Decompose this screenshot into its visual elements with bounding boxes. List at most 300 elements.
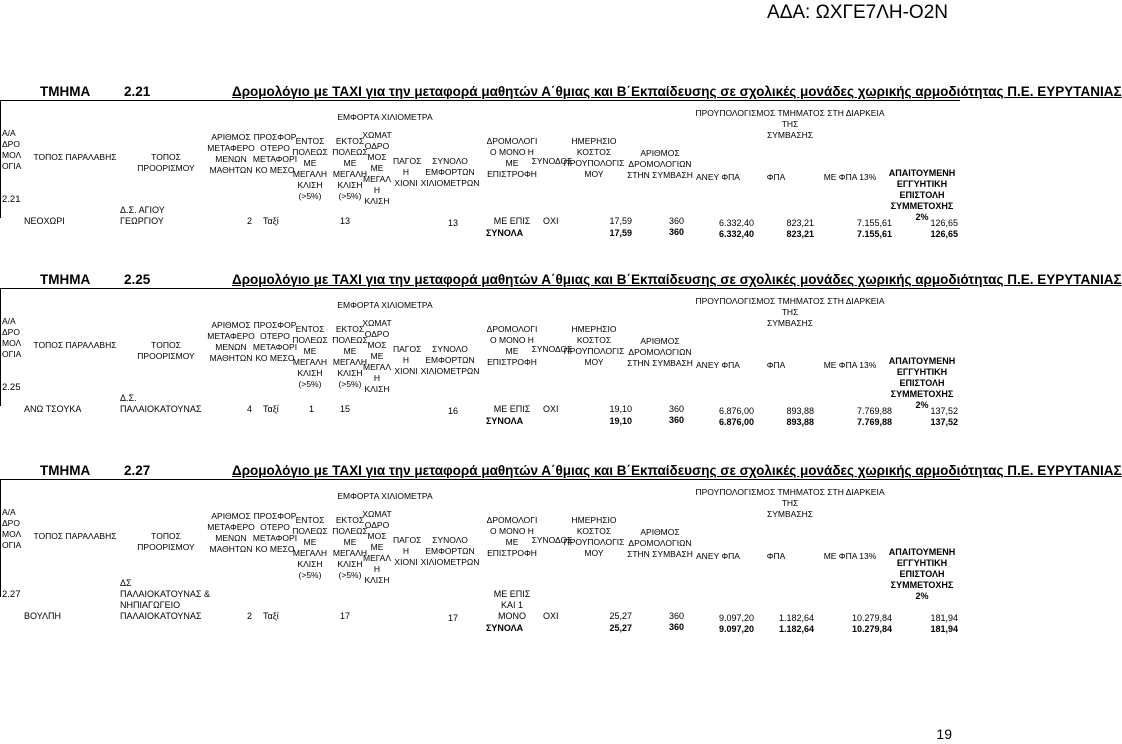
daily-cost-header-line: ΠΡΟΥΠΟΛΟΓΙΣ — [563, 158, 625, 168]
row-vehicle: Ταξί — [263, 611, 279, 621]
row-vehicle: Ταξί — [263, 404, 279, 414]
total-km-header-line: ΧΙΛΙΟΜΕΤΡΩΝ — [420, 178, 480, 188]
row-daily-cost: 25,27 — [609, 611, 632, 621]
aa-header-line: ΟΓΙΑ — [2, 349, 22, 359]
route-header-line: ΔΡΟΜΟΛΟΓΙ — [486, 136, 538, 146]
inside-header-line: ΕΝΤΟΣ — [295, 324, 325, 334]
row-aa: 2.25 — [2, 382, 21, 393]
route-header-line: ΔΡΟΜΟΛΟΓΙ — [486, 515, 538, 525]
row-dest-line: ΝΗΠΙΑΓΩΓΕΙΟ — [120, 600, 181, 610]
totals-with-vat: 7.155,61 — [856, 229, 892, 239]
row-dest-line: Δ.Σ. ΑΓΙΟΥ — [120, 205, 165, 215]
guarantee-header-line: 2% — [915, 212, 929, 222]
dirt-header — [361, 509, 393, 586]
total-km-header — [418, 344, 482, 377]
dest-header: ΤΟΠΟΣ ΠΡΟΟΡΙΣΜΟΥ — [137, 340, 195, 361]
route-header-line: ΕΠΙΣΤΡΟΦΗ — [487, 548, 537, 558]
totals-label: ΣΥΝΟΛΑ — [486, 416, 524, 426]
outside-header-line: ΜΕ — [343, 346, 357, 356]
row-guarantee: 137,52 — [930, 406, 958, 416]
dirt-header-line: ΜΟΣ — [367, 531, 387, 541]
section-description: Δρομολόγιο με ΤΑΧΙ για την μεταφορά μαθητών Α΄θμιας και Β΄Εκπαίδευσης σε σχολικές μονάδες χωρικής αρμοδιότητας Π.Ε. ΕΥΡΥΤΑΝΙΑΣ — [232, 272, 1122, 287]
dirt-header-line: ΧΩΜΑΤ — [362, 130, 392, 140]
escort-header: ΣΥΝΟΔΟΣ — [531, 535, 573, 545]
inside-header-line: ΕΝΤΟΣ — [295, 136, 325, 146]
section-label: ΤΜΗΜΑ — [40, 463, 91, 478]
totals-guarantee: 181,94 — [930, 624, 958, 634]
row-route-line: ΜΟΝΟ — [498, 611, 526, 621]
budget-header — [690, 296, 890, 329]
daily-cost-header-line: ΚΟΣΤΟΣ — [576, 526, 612, 536]
row-aa: 2.27 — [2, 589, 21, 600]
guarantee-header — [884, 356, 960, 411]
row-guarantee: 181,94 — [930, 613, 958, 623]
row-num-routes: 360 — [668, 404, 684, 414]
aa-header-line: ΔΡΟ — [2, 327, 20, 337]
row-no-vat: 6.332,40 — [718, 218, 754, 228]
row-total-km: 16 — [447, 406, 458, 416]
top-rule — [0, 288, 960, 289]
dirt-header-line: ΟΔΡΟ — [364, 141, 390, 151]
total-km-header-line: ΕΜΦΟΡΤΩΝ — [425, 355, 475, 365]
vehicle-header-line: ΚΟ ΜΕΣΟ — [255, 165, 295, 175]
dirt-header-line: ΚΛΙΣΗ — [364, 384, 390, 394]
aa-header-line: Α/Α — [2, 316, 16, 326]
dirt-header-line: ΚΛΙΣΗ — [364, 196, 390, 206]
outside-header-line: ΜΕΓΑΛΗ — [332, 548, 368, 558]
inside-header-line: ΜΕ — [303, 537, 317, 547]
dirt-header-line: ΜΟΣ — [367, 340, 387, 350]
students-header-line: ΜΑΘΗΤΩΝ — [209, 165, 253, 175]
ice-header-line: ΧΙΟΝΙ — [394, 366, 418, 376]
row-route — [484, 404, 540, 415]
section-number: 2.25 — [124, 272, 151, 287]
ice-header-line: ΠΑΓΟΣ — [393, 535, 422, 545]
row-students: 4 — [246, 404, 252, 414]
inside-header-line: (>5%) — [298, 191, 322, 201]
section-number: 2.27 — [124, 463, 151, 478]
route-header-line: ΕΠΙΣΤΡΟΦΗ — [487, 357, 537, 367]
dirt-header-line: ΜΕ — [370, 163, 384, 173]
with-vat-header: ΜΕ ΦΠΑ 13% — [823, 172, 877, 182]
dirt-header-line: ΧΩΜΑΤ — [362, 509, 392, 519]
budget-header-line: ΣΥΜΒΑΣΗΣ — [767, 318, 813, 328]
totals-with-vat: 7.769,88 — [856, 417, 892, 427]
dirt-header — [361, 318, 393, 395]
daily-cost-header-line: ΜΟΥ — [584, 548, 604, 558]
daily-cost-header-line: ΚΟΣΤΟΣ — [576, 147, 612, 157]
ice-header-line: ΠΑΓΟΣ — [393, 344, 422, 354]
row-outside-km: 15 — [339, 404, 350, 414]
row-dest — [120, 205, 165, 227]
totals-num-routes: 360 — [668, 227, 684, 237]
totals-vat: 1.182,64 — [778, 624, 814, 634]
route-header-line: ΜΕ — [505, 346, 519, 356]
totals-label: ΣΥΝΟΛΑ — [486, 623, 524, 633]
guarantee-header-line: ΣΥΜΜΕΤΟΧΗΣ — [890, 201, 954, 211]
row-route-line: ΚΑΙ 1 — [500, 600, 523, 610]
row-with-vat: 7.769,88 — [856, 406, 892, 416]
row-dest-line: Δ.Σ. — [120, 393, 137, 403]
inside-header-line: (>5%) — [298, 379, 322, 389]
inside-header-line: ΜΕΓΑΛΗ — [292, 169, 328, 179]
section-description: Δρομολόγιο με ΤΑΧΙ για την μεταφορά μαθητών Α΄θμιας και Β΄Εκπαίδευσης σε σχολικές μονάδες χωρικής αρμοδιότητας Π.Ε. ΕΥΡΥΤΑΝΙΑΣ — [232, 463, 1122, 478]
daily-cost-header-line: ΚΟΣΤΟΣ — [576, 335, 612, 345]
row-with-vat: 7.155,61 — [856, 218, 892, 228]
dirt-header — [361, 130, 393, 207]
guarantee-header-line: ΕΠΙΣΤΟΛΗ — [899, 378, 945, 388]
guarantee-header — [884, 547, 960, 602]
students-header — [206, 511, 256, 555]
row-guarantee: 126,65 — [930, 218, 958, 228]
students-header-line: ΜΑΘΗΤΩΝ — [209, 353, 253, 363]
row-num-routes: 360 — [668, 216, 684, 226]
ada-code: ΑΔΑ: ΩΧΓΕ7ΛΗ-Ο2Ν — [767, 2, 948, 23]
vat-header: ΦΠΑ — [766, 360, 786, 370]
inside-header-line: ΚΛΙΣΗ — [297, 559, 323, 569]
guarantee-header — [884, 168, 960, 223]
outside-header-line: ΕΚΤΟΣ — [335, 515, 365, 525]
row-dest-line: ΠΑΛΑΙΟΚΑΤΟΥΝΑΣ & — [120, 589, 210, 599]
inside-header-line: ΜΕΓΑΛΗ — [292, 357, 328, 367]
vehicle-header-line: ΟΤΕΡΟ — [260, 331, 290, 341]
outside-header-line: ΚΛΙΣΗ — [337, 559, 363, 569]
page-number: 19 — [936, 726, 952, 742]
num-routes-header — [624, 336, 696, 369]
dirt-header-line: ΚΛΙΣΗ — [364, 575, 390, 585]
row-route-line: ΜΕ ΕΠΙΣ — [493, 589, 531, 599]
totals-no-vat: 6.876,00 — [718, 417, 754, 427]
left-rule — [0, 479, 1, 597]
row-no-vat: 9.097,20 — [718, 613, 754, 623]
row-dest — [120, 393, 201, 415]
totals-guarantee: 137,52 — [930, 417, 958, 427]
guarantee-header-line: 2% — [915, 591, 929, 601]
section-description: Δρομολόγιο με ΤΑΧΙ για την μεταφορά μαθητών Α΄θμιας και Β΄Εκπαίδευσης σε σχολικές μονάδες χωρικής αρμοδιότητας Π.Ε. ΕΥΡΥΤΑΝΙΑΣ — [232, 84, 1122, 99]
route-header-line: ΔΡΟΜΟΛΟΓΙ — [486, 324, 538, 334]
section-number: 2.21 — [124, 84, 151, 99]
loaded-km-header: ΕΜΦΟΡΤΑ ΧΙΛΙΟΜΕΤΡΑ — [337, 300, 433, 310]
outside-header-line: ΜΕΓΑΛΗ — [332, 357, 368, 367]
outside-header-line: ΕΚΤΟΣ — [335, 136, 365, 146]
aa-header-line: Α/Α — [2, 507, 16, 517]
ice-header — [393, 535, 422, 568]
students-header-line: ΑΡΙΘΜΟΣ — [211, 511, 251, 521]
start-header: ΤΟΠΟΣ ΠΑΡΑΛΑΒΗΣ — [33, 340, 117, 350]
dirt-header-line: ΜΕΓΑΛ — [363, 174, 391, 184]
loaded-km-header: ΕΜΦΟΡΤΑ ΧΙΛΙΟΜΕΤΡΑ — [337, 491, 433, 501]
section-title — [0, 84, 1122, 100]
dirt-header-line: Η — [373, 185, 381, 195]
totals-vat: 893,88 — [786, 417, 814, 427]
dirt-header-line: Η — [373, 564, 381, 574]
dest-header: ΤΟΠΟΣ ΠΡΟΟΡΙΣΜΟΥ — [137, 531, 195, 552]
outside-header-line: ΜΕΓΑΛΗ — [332, 169, 368, 179]
no-vat-header: ΑΝΕΥ ΦΠΑ — [696, 551, 740, 561]
outside-header-line: ΠΟΛΕΩΣ — [332, 335, 368, 345]
left-rule — [0, 288, 1, 406]
dirt-header-line: ΟΔΡΟ — [364, 329, 390, 339]
no-vat-header: ΑΝΕΥ ΦΠΑ — [696, 172, 740, 182]
outside-header-line: ΠΟΛΕΩΣ — [332, 147, 368, 157]
vehicle-header-line: ΜΕΤΑΦΟΡΙ — [252, 154, 298, 164]
with-vat-header: ΜΕ ΦΠΑ 13% — [823, 360, 877, 370]
dirt-header-line: ΜΕΓΑΛ — [363, 362, 391, 372]
vehicle-header-line: ΟΤΕΡΟ — [260, 522, 290, 532]
inside-header-line: ΜΕ — [303, 158, 317, 168]
row-inside-km: 1 — [308, 404, 314, 414]
outside-header-line: ΚΛΙΣΗ — [337, 368, 363, 378]
top-rule — [0, 100, 960, 101]
total-km-header-line: ΧΙΛΙΟΜΕΤΡΩΝ — [420, 366, 480, 376]
totals-num-routes: 360 — [668, 415, 684, 425]
aa-header-line: ΜΟΛ — [2, 150, 22, 160]
dirt-header-line: ΟΔΡΟ — [364, 520, 390, 530]
dirt-header-line: ΜΟΣ — [367, 152, 387, 162]
section-table — [0, 272, 1122, 452]
total-km-header-line: ΣΥΝΟΛΟ — [432, 156, 468, 166]
budget-header-line: ΠΡΟΥΠΟΛΟΓΙΣΜΟΣ ΤΜΗΜΑΤΟΣ ΣΤΗ ΔΙΑΡΚΕΙΑ ΤΗΣ — [695, 296, 885, 317]
guarantee-header-line: ΕΓΓΥΗΤΙΚΗ — [896, 367, 948, 377]
students-header-line: ΑΡΙΘΜΟΣ — [211, 320, 251, 330]
row-escort: ΟΧΙ — [543, 611, 559, 621]
outside-header-line: ΜΕ — [343, 158, 357, 168]
dirt-header-line: ΜΕ — [370, 542, 384, 552]
students-header-line: ΜΕΝΩΝ — [215, 154, 247, 164]
total-km-header — [418, 156, 482, 189]
loaded-km-header: ΕΜΦΟΡΤΑ ΧΙΛΙΟΜΕΤΡΑ — [337, 112, 433, 122]
total-km-header-line: ΧΙΛΙΟΜΕΤΡΩΝ — [420, 557, 480, 567]
row-outside-km: 17 — [339, 611, 350, 621]
budget-header — [690, 108, 890, 141]
row-route-line: ΜΕ ΕΠΙΣ — [493, 404, 531, 414]
daily-cost-header-line: ΠΡΟΥΠΟΛΟΓΙΣ — [563, 537, 625, 547]
route-header-line: ΜΕ — [505, 537, 519, 547]
totals-num-routes: 360 — [668, 622, 684, 632]
section-title — [0, 272, 1122, 288]
aa-header — [2, 128, 22, 172]
daily-cost-header-line: ΠΡΟΥΠΟΛΟΓΙΣ — [563, 346, 625, 356]
daily-cost-header-line: ΗΜΕΡΗΣΙΟ — [571, 324, 617, 334]
ice-header-line: Η — [402, 546, 410, 556]
ice-header — [393, 344, 422, 377]
totals-label: ΣΥΝΟΛΑ — [486, 228, 524, 238]
num-routes-header — [624, 527, 696, 560]
aa-header-line: Α/Α — [2, 128, 16, 138]
total-km-header-line: ΣΥΝΟΛΟ — [432, 344, 468, 354]
ice-header-line: Η — [402, 167, 410, 177]
inside-header-line: ΕΝΤΟΣ — [295, 515, 325, 525]
row-daily-cost: 17,59 — [609, 216, 632, 226]
totals-daily-cost: 25,27 — [609, 623, 632, 633]
students-header-line: ΑΡΙΘΜΟΣ — [211, 132, 251, 142]
num-routes-header-line: ΣΤΗΝ ΣΥΜΒΑΣΗ — [627, 549, 693, 559]
outside-header-line: (>5%) — [338, 191, 362, 201]
inside-header-line: ΜΕΓΑΛΗ — [292, 548, 328, 558]
num-routes-header-line: ΣΤΗΝ ΣΥΜΒΑΣΗ — [627, 170, 693, 180]
route-header-line: Ο ΜΟΝΟ Η — [490, 526, 534, 536]
row-with-vat: 10.279,84 — [851, 613, 892, 623]
start-header: ΤΟΠΟΣ ΠΑΡΑΛΑΒΗΣ — [33, 152, 117, 162]
row-vehicle: Ταξί — [263, 216, 279, 226]
guarantee-header-line: ΕΓΓΥΗΤΙΚΗ — [896, 558, 948, 568]
row-start: ΑΝΩ ΤΣΟΥΚΑ — [24, 404, 82, 414]
vehicle-header-line: ΚΟ ΜΕΣΟ — [255, 544, 295, 554]
outside-header-line: ΚΛΙΣΗ — [337, 180, 363, 190]
ice-header-line: ΠΑΓΟΣ — [393, 156, 422, 166]
inside-header-line: ΚΛΙΣΗ — [297, 180, 323, 190]
start-header: ΤΟΠΟΣ ΠΑΡΑΛΑΒΗΣ — [33, 531, 117, 541]
outside-header-line: (>5%) — [338, 570, 362, 580]
students-header — [206, 320, 256, 364]
guarantee-header-line: ΑΠΑΙΤΟΥΜΕΝΗ — [888, 547, 956, 557]
escort-header: ΣΥΝΟΔΟΣ — [531, 344, 573, 354]
vehicle-header-line: ΠΡΟΣΦΟΡ — [253, 511, 297, 521]
totals-vat: 823,21 — [786, 229, 814, 239]
guarantee-header-line: ΣΥΜΜΕΤΟΧΗΣ — [890, 580, 954, 590]
total-km-header-line: ΕΜΦΟΡΤΩΝ — [425, 167, 475, 177]
section-title — [0, 463, 1122, 479]
row-vat: 1.182,64 — [778, 613, 814, 623]
totals-guarantee: 126,65 — [930, 229, 958, 239]
aa-header-line: ΔΡΟ — [2, 139, 20, 149]
row-dest-line: ΠΑΛΑΙΟΚΑΤΟΥΝΑΣ — [120, 404, 202, 414]
row-aa: 2.21 — [2, 194, 21, 205]
vehicle-header-line: ΟΤΕΡΟ — [260, 143, 290, 153]
row-vat: 823,21 — [786, 218, 814, 228]
aa-header-line: ΟΓΙΑ — [2, 540, 22, 550]
section-label: ΤΜΗΜΑ — [40, 84, 91, 99]
ice-header — [393, 156, 422, 189]
row-num-routes: 360 — [668, 611, 684, 621]
row-start: ΝΕΟΧΩΡΙ — [24, 216, 65, 226]
vehicle-header-line: ΜΕΤΑΦΟΡΙ — [252, 533, 298, 543]
vat-header: ΦΠΑ — [766, 172, 786, 182]
num-routes-header-line: ΔΡΟΜΟΛΟΓΙΩΝ — [628, 159, 692, 169]
students-header-line: ΜΕΤΑΦΕΡΟ — [207, 331, 255, 341]
row-dest-line: ΠΑΛΑΙΟΚΑΤΟΥΝΑΣ — [120, 611, 202, 621]
route-header-line: ΕΠΙΣΤΡΟΦΗ — [487, 169, 537, 179]
total-km-header-line: ΣΥΝΟΛΟ — [432, 535, 468, 545]
row-total-km: 17 — [447, 613, 458, 623]
inside-header-line: ΚΛΙΣΗ — [297, 368, 323, 378]
row-dest-line: ΔΣ — [120, 578, 132, 588]
inside-header-line: ΠΟΛΕΩΣ — [292, 526, 328, 536]
left-rule — [0, 100, 1, 218]
budget-header-line: ΣΥΜΒΑΣΗΣ — [767, 130, 813, 140]
aa-header-line: ΜΟΛ — [2, 338, 22, 348]
inside-header — [289, 136, 331, 202]
totals-no-vat: 9.097,20 — [718, 624, 754, 634]
dirt-header-line: ΧΩΜΑΤ — [362, 318, 392, 328]
vehicle-header-line: ΠΡΟΣΦΟΡ — [253, 320, 297, 330]
budget-header-line: ΠΡΟΥΠΟΛΟΓΙΣΜΟΣ ΤΜΗΜΑΤΟΣ ΣΤΗ ΔΙΑΡΚΕΙΑ ΤΗΣ — [695, 108, 885, 129]
row-escort: ΟΧΙ — [543, 216, 559, 226]
ice-header-line: ΧΙΟΝΙ — [394, 557, 418, 567]
budget-header-line: ΠΡΟΥΠΟΛΟΓΙΣΜΟΣ ΤΜΗΜΑΤΟΣ ΣΤΗ ΔΙΑΡΚΕΙΑ ΤΗΣ — [695, 487, 885, 508]
guarantee-header-line: 2% — [915, 400, 929, 410]
vehicle-header-line: ΠΡΟΣΦΟΡ — [253, 132, 297, 142]
students-header-line: ΜΕΝΩΝ — [215, 342, 247, 352]
section-table — [0, 463, 1122, 643]
section-label: ΤΜΗΜΑ — [40, 272, 91, 287]
total-km-header — [418, 535, 482, 568]
daily-cost-header-line: ΜΟΥ — [584, 357, 604, 367]
aa-header-line: ΟΓΙΑ — [2, 161, 22, 171]
dirt-header-line: Η — [373, 373, 381, 383]
row-outside-km: 13 — [339, 216, 350, 226]
students-header-line: ΜΑΘΗΤΩΝ — [209, 544, 253, 554]
row-students: 2 — [246, 216, 252, 226]
inside-header-line: ΜΕ — [303, 346, 317, 356]
dirt-header-line: ΜΕ — [370, 351, 384, 361]
top-rule — [0, 479, 960, 480]
totals-daily-cost: 17,59 — [609, 228, 632, 238]
students-header-line: ΜΕΤΑΦΕΡΟ — [207, 143, 255, 153]
students-header — [206, 132, 256, 176]
inside-header — [289, 324, 331, 390]
budget-header — [690, 487, 890, 520]
daily-cost-header-line: ΗΜΕΡΗΣΙΟ — [571, 515, 617, 525]
row-dest — [120, 578, 210, 622]
row-escort: ΟΧΙ — [543, 404, 559, 414]
totals-daily-cost: 19,10 — [609, 416, 632, 426]
students-header-line: ΜΕΝΩΝ — [215, 533, 247, 543]
aa-header — [2, 507, 22, 551]
num-routes-header-line: ΑΡΙΘΜΟΣ — [640, 148, 680, 158]
vat-header: ΦΠΑ — [766, 551, 786, 561]
vehicle-header-line: ΜΕΤΑΦΟΡΙ — [252, 342, 298, 352]
aa-header-line: ΔΡΟ — [2, 518, 20, 528]
row-route — [484, 589, 540, 622]
num-routes-header-line: ΣΤΗΝ ΣΥΜΒΑΣΗ — [627, 358, 693, 368]
route-header-line: ΜΕ — [505, 158, 519, 168]
daily-cost-header-line: ΜΟΥ — [584, 169, 604, 179]
aa-header-line: ΜΟΛ — [2, 529, 22, 539]
route-header-line: Ο ΜΟΝΟ Η — [490, 147, 534, 157]
guarantee-header-line: ΕΠΙΣΤΟΛΗ — [899, 190, 945, 200]
inside-header-line: (>5%) — [298, 570, 322, 580]
ice-header-line: Η — [402, 355, 410, 365]
guarantee-header-line: ΕΠΙΣΤΟΛΗ — [899, 569, 945, 579]
inside-header-line: ΠΟΛΕΩΣ — [292, 335, 328, 345]
no-vat-header: ΑΝΕΥ ΦΠΑ — [696, 360, 740, 370]
outside-header-line: ΕΚΤΟΣ — [335, 324, 365, 334]
num-routes-header-line: ΔΡΟΜΟΛΟΓΙΩΝ — [628, 347, 692, 357]
num-routes-header-line: ΑΡΙΘΜΟΣ — [640, 527, 680, 537]
row-no-vat: 6.876,00 — [718, 406, 754, 416]
row-route — [484, 216, 540, 227]
num-routes-header-line: ΑΡΙΘΜΟΣ — [640, 336, 680, 346]
row-daily-cost: 19,10 — [609, 404, 632, 414]
row-students: 2 — [246, 611, 252, 621]
inside-header — [289, 515, 331, 581]
dest-header: ΤΟΠΟΣ ΠΡΟΟΡΙΣΜΟΥ — [137, 152, 195, 173]
guarantee-header-line: ΣΥΜΜΕΤΟΧΗΣ — [890, 389, 954, 399]
outside-header-line: (>5%) — [338, 379, 362, 389]
vehicle-header-line: ΚΟ ΜΕΣΟ — [255, 353, 295, 363]
aa-header — [2, 316, 22, 360]
guarantee-header-line: ΑΠΑΙΤΟΥΜΕΝΗ — [888, 168, 956, 178]
inside-header-line: ΠΟΛΕΩΣ — [292, 147, 328, 157]
dirt-header-line: ΜΕΓΑΛ — [363, 553, 391, 563]
row-dest-line: ΓΕΩΡΓΙΟΥ — [120, 216, 164, 226]
num-routes-header — [624, 148, 696, 181]
num-routes-header-line: ΔΡΟΜΟΛΟΓΙΩΝ — [628, 538, 692, 548]
section-table — [0, 84, 1122, 264]
row-vat: 893,88 — [786, 406, 814, 416]
totals-no-vat: 6.332,40 — [718, 229, 754, 239]
